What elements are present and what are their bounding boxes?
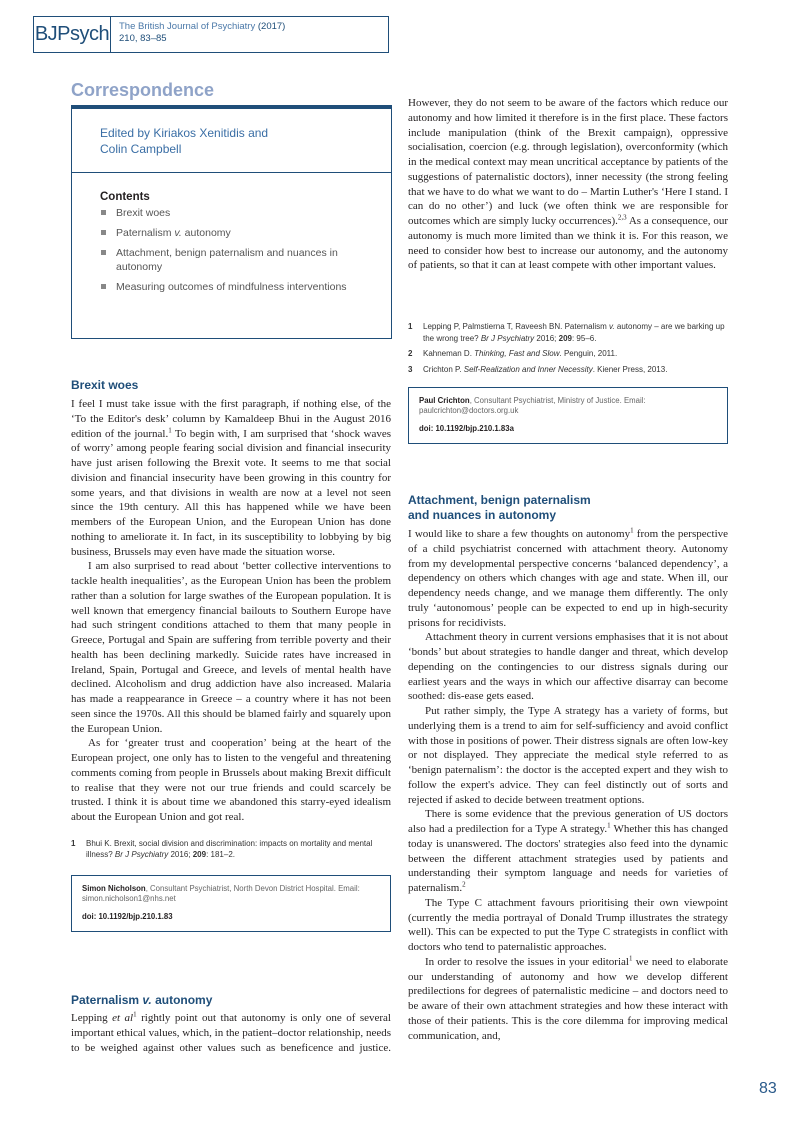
text: I would like to share a few thoughts on autonomy [408,528,631,540]
paragraph [408,527,728,630]
text: Bhui K. Brexit, social division and discrimination: impacts on mortality and mental illness? [86,838,373,860]
paragraph [71,1011,391,1055]
text: There is some evidence that the previous generation of US doctors also had a predilection for a Type A strategy. [408,808,728,835]
letter-heading [71,993,391,1008]
editors-line-1: Edited by Kiriakos Xenitidis and [100,126,269,140]
letter-body [71,397,391,825]
paragraph: As for ‘greater trust and cooperation’ being at the heart of the European project, one only has to listen to the vengeful and threatening comments coming from people in Brussels about making Brexit difficult to realise that they were not our true friends and could scarcely be trusted. I think it is about time we abandoned this starry-eyed idealism about the European Union and got real. [71,737,391,823]
journal-year: (2017) [257,21,286,32]
paragraph-continued [408,96,728,273]
contents [72,173,391,294]
reference-item [408,321,728,344]
bullet-square-icon [101,230,106,235]
text: et al [112,1012,134,1024]
letter-brexit-woes [71,378,391,932]
text: . Penguin, 2011. [559,349,618,358]
letter-body-part-2 [408,96,728,273]
reference-marker[interactable]: 1 [628,954,633,963]
text: Paternalism [71,993,143,1007]
text: In order to resolve the issues in your editorial [425,955,629,968]
text: Thinking, Fast and Slow [474,349,560,358]
text: To begin with, I am surprised that ‘shock waves of worry’ among people fearing social division and financial insecurity have just arisen following the Brexit vote. It seems to me that social division and financial insecurity have been growing in this country for some years, and that divisions in wealth are now at a level not seen since the 19th century. All this has happened while we have been members of the European Union, and the European Union has done nothing to ameliorate it. In fact, in its susceptibility to lobbying by big business, Brussels may even have made the situation worse. [71,427,391,558]
reference-marker[interactable]: 1 [630,526,634,535]
text: we need to elaborate our understanding of autonomy and how we develop different predilections for degrees of paternalistic medicine – and doctors need to be aware of their own attachment strategies and how these interact with those of their patients. This is the core dilemma for improving medical communication, and, [408,955,728,1042]
reference-number: 1 [408,322,413,331]
letter-body-part-1 [71,1011,391,1055]
journal-italic: Br J Psychiatry [480,333,535,343]
references [71,838,391,861]
journal-volume: 210, 83–85 [119,33,167,44]
author-name: Paul Crichton [419,396,470,405]
contents-item[interactable] [100,226,363,240]
text: Whether this has changed today is unanswered. The doctors' strategies also feed into the dynamic between the different attachment strategies used by patients and understanding their symptom language and needs for varieties of paternalism. [408,823,729,894]
reference-item [71,838,391,861]
text: rightly point out that autonomy is only one of several important ethical values, which, in the patient–doctor relationship, needs to be weighed against other values such as beneficence and justice. [71,1012,391,1054]
text: Self-Realization and Inner Necessity [463,364,593,374]
paragraph: The Type C attachment favours prioritising their own viewpoint (currently the media portrayal of Donald Trump illustrates the strategy well). This can be expected to put the Type C strategists in conflict with doctors who tend to paternalistic approaches. [408,896,728,953]
reference-number: 2 [408,349,413,358]
text: v. [142,993,152,1007]
reference-number: 1 [71,838,76,848]
reference-marker[interactable]: 2 [462,880,466,889]
paragraph: Attachment theory in current versions emphasises that it is not about ‘bonds’ but about strategies to handle danger and threat, which develop depending on the contingencies to our distress signals during our earliest years and the ways in which our affective disarray can become soothed: dis-ease gets eased. [408,631,728,703]
text: As a consequence, our autonomy is much more limited than we think it is. For this reason, we need to consider how best to increase our autonomy, and the autonomy of patients, so that it can at least compete with other important values. [408,215,728,272]
contents-item[interactable] [100,280,363,294]
paragraph: I am also surprised to read about ‘better collective interventions to tackle health inequalities’, as the European Union has been the problem rather than a solution for large swathes of the European population. It is well known that emergency financial bailouts to Southern Europe have had such stringent conditions attached to them that many people in Greece, Portugal and Spain are suffering from terrible poverty and their health has been declining markedly. Suicide rates have increased in Ireland, Spain, Portugal and Greece, and levels of mental health have declined. Alcoholism and drug addiction have also increased. Malaria has made a reappearance in Greece – a country where it has not been seen since the 1970s. All this should be blamed fairly and squarely upon the European Union. [71,560,391,735]
volume: 209 [192,850,207,860]
paragraph [408,807,728,896]
reference-item [408,348,728,360]
text: autonomy – are we barking up the wrong tree? [423,322,725,343]
contents-item-text: autonomy [181,227,231,239]
letter-paternalism-heading-block [71,993,391,1008]
paternalism-refs-block [408,321,728,444]
text: Attachment, benign paternalism [408,493,591,507]
paragraph [408,955,728,1044]
page-number: 83 [759,1080,777,1097]
text: : 95–6. [571,333,597,343]
contents-list [100,206,363,294]
text: 2016; [168,850,193,860]
reference-marker[interactable]: 1 [133,1010,137,1019]
references [408,321,728,375]
text: Lepping [71,1012,113,1024]
section-title: Correspondence [71,80,215,100]
text: from the perspective of a child psychiatrist concerned with attachment theory. Autonomy from my developmental perspective concerns ‘balanced dependency’, a dependency on others which changes with age and state. When ill, our dependency needs change, and we manage them differently. The only truly ‘autonomous’ people can be expected to end up in high-security prisons for recidivists. [408,528,729,629]
text: Lepping P, Palmstierna T, Raveesh BN. Paternalism [423,322,610,331]
paragraph: Put rather simply, the Type A strategy has a variety of forms, but underlying them is a trend to aim for self-sufficiency and avoid conflict with those in positions of power. Their distress signals are often low-key or not displayed. They appreciate the medical style referred to as ‘benign paternalism’: the doctor is the accepted expert and they wish to follow the expert's advice. They can feel distinctly out of sorts and rejected if asked to decide between treatment options. [408,705,728,806]
author-name: Simon Nicholson [82,883,146,893]
bullet-square-icon [101,250,106,255]
text: v. [609,322,615,331]
reference-number: 3 [408,364,413,374]
editors [72,109,391,173]
reference-item [408,364,728,376]
text: Crichton P. [423,364,464,374]
text: I feel I must take issue with the first paragraph, if nothing else, of the ‘To the Editor's desk’ column by Kamaldeep Bhui in the August 2016 edition of the journal. [71,398,391,440]
contents-item-italic: v. [174,227,182,239]
paragraph [71,397,391,559]
contents-box [71,105,392,339]
author-box [408,387,728,444]
contents-item[interactable] [100,246,363,274]
logo-text: BJPsych [34,23,110,45]
doi-link[interactable]: doi: 10.1192/bjp.210.1.83 [82,911,173,921]
letter-heading [408,493,728,523]
contents-item-text: Measuring outcomes of mindfulness interventions [116,281,347,293]
bullet-square-icon [101,210,106,215]
author-affiliation: , Consultant Psychiatrist, North Devon District Hospital. Email: simon.nicholson1@nhs.net [82,883,360,903]
author-affiliation: , Consultant Psychiatrist, Ministry of Justice. Email: paulcrichton@doctors.org.uk [419,396,646,415]
bjpsych-logo [34,17,111,52]
text: Kahneman D. [423,349,475,358]
journal-name: The British Journal of Psychiatry [119,21,256,32]
volume: 209 [558,333,572,343]
letter-heading: Brexit woes [71,378,139,392]
text: autonomy [151,993,213,1007]
text: 2016; [534,333,559,343]
letter-attachment [408,493,728,1043]
letter-body [408,527,728,1043]
text: and nuances in autonomy [408,508,557,522]
reference-marker[interactable]: 1 [168,425,172,434]
reference-marker[interactable]: 2,3 [617,213,627,222]
editors-line-2: Colin Campbell [100,142,182,156]
contents-item-text: Paternalism [116,227,175,239]
author-box [71,875,391,932]
journal-info [111,17,293,52]
text: However, they do not seem to be aware of the factors which reduce our autonomy and how limited it therefore is in the first place. These factors include manipulation (think of the Brexit campaign), oppressive socialisation, coercion (e.g. through legislation), overconformity (which in the medical context may mean uncritical acceptance by patients of the suggestions of paternalistic doctors), inner necessity (the strong feeling that we have to do what we want to do – Martin Luther's ‘Here I stand. I can do no other’) and luck (we often think we are responsible for outcomes which are simply lucky occurrences). [408,97,728,227]
reference-marker[interactable]: 1 [607,821,611,830]
doi-link[interactable]: doi: 10.1192/bjp.210.1.83a [419,424,514,433]
bullet-square-icon [101,284,106,289]
journal-italic: Br J Psychiatry [114,850,169,860]
text: . Kiener Press, 2013. [592,364,668,374]
contents-item[interactable] [100,206,363,220]
journal-header [33,16,389,53]
contents-item-text: Brexit woes [116,207,171,219]
contents-heading: Contents [100,191,150,203]
contents-item-text: Attachment, benign paternalism and nuances in autonomy [116,247,338,273]
text: : 181–2. [206,850,235,860]
